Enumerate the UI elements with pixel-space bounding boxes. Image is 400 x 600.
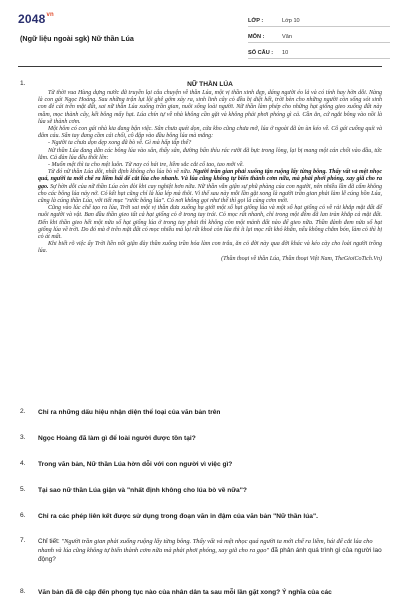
question-5 <box>20 486 382 495</box>
question-text: Trong văn bản, Nữ thần Lúa hờn dỗi với con người vì việc gì? <box>38 461 233 468</box>
passage-paragraph: Cũng vào lúc chế tạo ra lúa, Trời sai một vị thần đưa xuống hạ giới một số hạt giống lúa và một số hạt giống cỏ về rải khắp mặt đất để nuôi người và vật. Ban đầu thần gieo tất cả hạt giống cỏ ở trong tay trái. Cỏ mọc rất nhanh, chỉ trong một đêm đã lan tràn khắp cả mặt đất. Đến khi thần gieo hết một nửa số hạt giống lúa ở trong tay phải thì không còn một mảnh đất nào để gieo nữa. Thần đành đem nửa số hạt giống lúa về trời. Do đó mà ở trên mặt đất có mọc nhiều mà lại rất khoẻ còn lúa thì ít lại mọc rất khó khăn, nếu không chăm bón, làm cỏ thì bị cỏ át mất. <box>38 205 382 241</box>
question-text: Tại sao nữ thần Lúa giận và "nhất định không cho lúa bò về nữa"? <box>38 487 247 494</box>
passage-paragraph-bold <box>38 169 382 205</box>
question-number: 6. <box>20 512 26 519</box>
logo-text: 2048 <box>18 12 46 26</box>
question-3 <box>20 434 382 443</box>
passage-paragraph: Một hôm có con gái nhà kia đang bận việc. Sân chưa quét dọn, cửa kho cũng chưa mở, lúa ở ngoài đã ùn ùn kéo về. Cô gái cuống quít và đâm cáu. Sẵn tay đang cầm cái chổi, cô đập vào đầu bông lúa mà mắng: <box>38 126 382 140</box>
question-number: 4. <box>20 460 26 467</box>
meta-value: Lớp 10 <box>282 18 300 24</box>
logo-suffix: vn <box>46 12 54 18</box>
document-header <box>0 0 400 60</box>
question-number: 7. <box>20 537 26 544</box>
question-6 <box>20 512 382 521</box>
question-number: 1. <box>20 80 26 87</box>
header-divider <box>18 66 382 67</box>
meta-row-class <box>248 14 390 27</box>
passage-source: (Thần thoại về thần Lúa, Thần thoại Việt Nam, TheGioiCoTich.Vn) <box>221 255 382 262</box>
question-text: Chỉ ra những dấu hiệu nhận diện thể loại của văn bản trên <box>38 409 221 416</box>
question-text: Ngọc Hoàng đã làm gì để loài người được tồn tại? <box>38 435 196 442</box>
meta-label: SỐ CÂU : <box>248 50 274 56</box>
meta-label: LỚP : <box>248 18 264 24</box>
meta-row-count <box>248 46 390 59</box>
passage-body <box>38 80 382 263</box>
meta-value: 10 <box>282 50 289 56</box>
passage-paragraph: Nữ thần Lúa đang dẫn các bông lúa vào sân, thấy sân, đường bẩn thỉu rác rưởi đã bực trong lòng, lại bị mang một cán chổi vào đầu, tức lắm. Cả đàn lúa đều thốt lên: <box>38 147 382 161</box>
question-number: 5. <box>20 486 26 493</box>
passage-paragraph: Từ thời vua Hùng dựng nước đã truyền lại câu chuyện về thần Lúa, một vị thần xinh đẹp, dáng người éo lả và có tính hay hờn dỗi. Nàng là con gái Ngọc Hoàng. Sau những trận lụt lội ghê gớm xảy ra, sinh linh cây cỏ đều bị diệt hết, trời bèn cho những người còn sống sót sinh con đẻ cái trên mặt đất, sai nữ thần Lúa xuống trần gian, nuôi sống loài người. Nữ thần làm phép cho những hạt giống gieo xuống đất này mầm, mọc thành cây, kết bông mẩy hạt. Lúa chín tự về nhà không cần gặt và không phải phơi phóng gì cả. Cần ăn, cứ ngắt bông vào nồi là lúa sẽ thành cơm. <box>38 90 382 125</box>
question-8 <box>20 588 382 597</box>
question-number: 8. <box>20 588 26 595</box>
question-1-passage <box>20 80 382 263</box>
question-intro: Chỉ tiết: <box>38 538 62 545</box>
passage-paragraph: Khi biết rõ việc ấy Trời liền nổi giận đày thần xuống trần hóa làm con trâu, ăn cỏ đời này qua đời khác và kéo cày cho loài người trồng lúa. <box>38 241 382 255</box>
meta-table <box>248 14 390 62</box>
passage-title: NỮ THẦN LÚA <box>187 81 233 88</box>
question-tail: đã phản ánh quá trình gì của người lao động? <box>38 547 382 563</box>
meta-label: MÔN : <box>248 34 265 40</box>
paragraph-lead: Từ đó nữ thần Lúa dỗi, nhất định không cho lúa bò về nữa. <box>48 169 193 176</box>
paragraph-tail: Sự hờn dỗi của nữ thần Lúa còn đòi khi cay nghiệt hơn nữa. Nữ thần vẫn giận sự phũ phàng của con người, nên nhiều lần đã cấm không cho các bông lúa nảy nở. Có kết hạt cũng chỉ là lúa lép mà thôi. Vì thế sau này mỗi lần gặt xong là người trần gian phải làm lễ cúng hồn Lúa, cũng là cúng thần Lúa, với tiết mục "rước bông lúa". Có nơi không gọi như thế thì gọi là cúng cơm mới. <box>38 183 382 205</box>
meta-row-subject <box>248 30 390 43</box>
question-number: 3. <box>20 434 26 441</box>
meta-value: Văn <box>282 34 292 40</box>
question-text <box>38 537 382 564</box>
question-quote: "Người trần gian phải xuống ruộng lấy từng bông. Thấy vất vả mệt nhọc quá người ta mới chế ra liềm, hái để cắt lúa cho nhanh và lúa cũng không tự biến thành cơm nữa mà phải phơi phóng, xay giã cho ra gạo" <box>38 538 373 554</box>
question-number: 2. <box>20 408 26 415</box>
passage-paragraph: - Muốn mệt thì ta cho mệt luôn. Từ nay có hái tre, liềm sắc cắt cổ tao, tao mới về. <box>48 162 244 169</box>
bold-excerpt: Người trần gian phải xuống tận ruộng lấy từng bông. Thấy vất vả mệt nhọc quá, người ta mới chế ra liềm hái để cắt lúa cho nhanh. Và lúa cũng không tự biến thành cơm nữa, mà phải phơi phóng, xay giã cho ra gạo. <box>38 169 382 190</box>
question-text: Văn bản đã đề cập đến phong tục nào của nhân dân ta sau mỗi lần gặt xong? Ý nghĩa của các <box>38 589 332 596</box>
passage-paragraph: - Người ta chưa dọn dẹp xong đã bò về. Gì mà hấp tấp thế? <box>48 140 192 147</box>
site-logo[interactable] <box>18 12 54 26</box>
question-text: Chỉ ra các phép liên kết được sử dụng trong đoạn văn in đậm của văn bản "Nữ thần lúa". <box>38 513 318 520</box>
question-7 <box>20 537 382 564</box>
question-2 <box>20 408 382 417</box>
document-title: (Ngữ liệu ngoài sgk) Nữ thần Lúa <box>20 34 134 43</box>
question-4 <box>20 460 382 469</box>
